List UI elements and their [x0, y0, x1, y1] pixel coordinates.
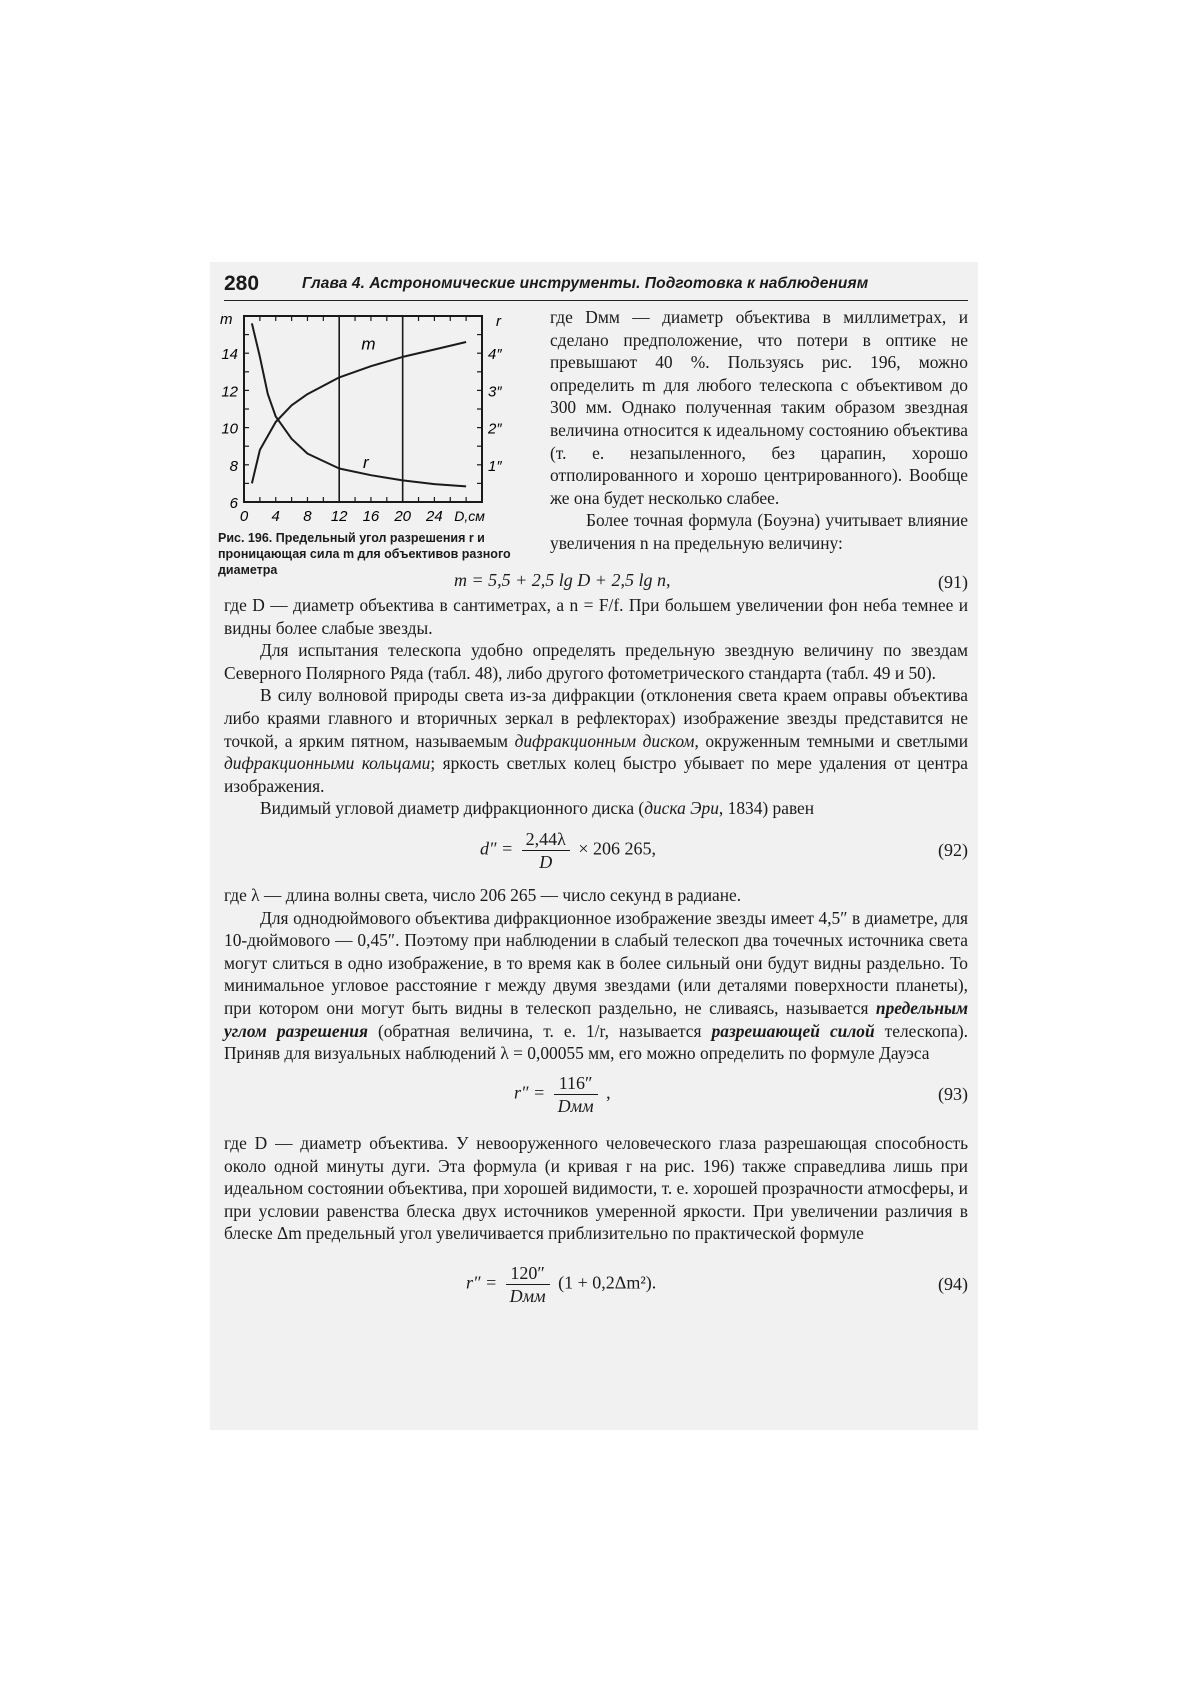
- x-tick-label: 24: [426, 508, 443, 525]
- y-tick-label: 12: [221, 383, 238, 401]
- formula-92: [224, 828, 968, 878]
- chart-svg: [212, 306, 528, 531]
- body-text-3: [224, 1132, 968, 1245]
- paragraph: [224, 797, 968, 820]
- paragraph: где D — диаметр объектива. У невооруженного человеческого глаза разрешающая способность около одной минуты дуги. Эта формула (и кривая r на рис. 196) также справедлива лишь при идеальном состоянии объектива, при хорошей видимости, т. е. хорошей прозрачности атмосферы, и при условии равенства блеска двух источников умеренной яркости. При увеличении различия в блеске Δm предельный угол увеличивается приблизительно по практической формуле: [224, 1133, 968, 1244]
- y-tick-label: 14: [221, 346, 238, 364]
- body-text-1: [224, 594, 968, 820]
- term: дифракционным диском: [514, 730, 695, 751]
- paragraph: где D — диаметр объектива в сантиметрах, а n = F/f. При большем увеличении фон неба темнее и видны более слабые звезды.: [224, 595, 968, 638]
- formula-93: [224, 1072, 968, 1122]
- formula-lhs: r″ =: [466, 1272, 498, 1293]
- formula-number: (93): [938, 1084, 968, 1104]
- right-axis-label: r: [496, 313, 501, 330]
- formula-number: (91): [938, 572, 968, 592]
- formula-body: m = 5,5 + 2,5 lg D + 2,5 lg n,: [454, 570, 671, 590]
- text-run: Видимый угловой диаметр дифракционного диска (: [260, 798, 645, 819]
- book-page: [210, 262, 978, 1430]
- running-title: Глава 4. Астрономические инструменты. Подготовка к наблюдениям: [302, 275, 869, 292]
- x-tick-label: 12: [330, 508, 348, 525]
- y-right-tick-label: 3″: [488, 383, 502, 401]
- x-tick-label: 20: [394, 508, 412, 525]
- y-tick-label: 6: [229, 495, 238, 512]
- term: разрешающей силой: [711, 1020, 875, 1041]
- text-run: , 1834) равен: [718, 798, 815, 819]
- denominator: Dмм: [557, 1096, 594, 1116]
- text-run: В силу волновой природы света из-за дифракции (отклонения света краем оправы объектива либо краями главного и вторичных зеркал в рефлекторах) изображение звезды представится не точкой, а ярким пятном, называемым: [224, 685, 968, 751]
- paragraph: Более точная формула (Боуэна) учитывает влияние увеличения n на предельную величину:: [550, 510, 968, 553]
- text-run: телескопа). Приняв для визуальных наблюдений λ = 0,00055 мм, его можно определить по формуле Дауэса: [224, 1020, 968, 1064]
- formula-number: (92): [938, 840, 968, 860]
- fraction: [522, 828, 570, 873]
- series-line-m: [252, 342, 466, 483]
- x-tick-label: 0: [239, 508, 249, 525]
- y-right-tick-label: 1″: [488, 457, 502, 475]
- text-run: , окруженным темными и светлыми: [694, 730, 969, 751]
- y-tick-label: 10: [221, 420, 238, 438]
- formula-lhs: d″ =: [480, 838, 514, 859]
- formula-94: [224, 1262, 968, 1312]
- x-tick-label: 4: [271, 508, 280, 525]
- paragraph: где Dмм — диаметр объектива в миллиметрах, и сделано предположение, что потери в оптике не превышают 40 %. Пользуясь рис. 196, можно определить m для любого телескопа с объективом до 300 мм. Однако полученная таким образом звездная величина относится к идеальному состоянию объектива (т. е. незапыленного, без царапин, хорошо отполированного и хорошо центрированного). Вообще же она будет несколько слабее.: [550, 307, 968, 508]
- paragraph: [224, 684, 968, 797]
- caption-text: Предельный угол разрешения r и проницающая сила m для объективов разного диаметра: [218, 531, 511, 577]
- term: диска Эри: [644, 798, 719, 819]
- y-right-tick-label: 4″: [488, 346, 502, 364]
- series-line-r: [252, 323, 466, 486]
- paragraph: [224, 907, 968, 1065]
- body-text-2: [224, 884, 968, 1065]
- curve-label-m: m: [361, 334, 376, 354]
- text-run: (обратная величина, т. е. 1/r, называется: [367, 1020, 712, 1041]
- y-tick-label: 8: [229, 457, 238, 475]
- term: предельным углом разрешения: [224, 997, 968, 1041]
- numerator: 120″: [506, 1262, 550, 1285]
- denominator: Dмм: [509, 1286, 546, 1306]
- x-axis-label: D,см: [454, 508, 485, 524]
- page-number: 280: [224, 272, 260, 295]
- formula-expression: [480, 828, 656, 873]
- formula-lhs: r″ =: [514, 1082, 546, 1103]
- formula-expression: [514, 1072, 611, 1117]
- x-tick-label: 16: [362, 508, 380, 525]
- text-run: Для однодюймового объектива дифракционное изображение звезды имеет 4,5″ в диаметре, для 10-дюймового — 0,45″. Поэтому при наблюдении в слабый телескоп два точечных источника света могут слиться в одно изображение, в то время как в более сильный они будут видны раздельно. То минимальное угловое расстояние r между двумя звездами (или деталями поверхности планеты), при котором они могут быть видны в телескоп раздельно, не сливаясь, называется: [224, 907, 968, 1018]
- curve-label-r: r: [363, 452, 369, 472]
- page-header: [224, 272, 968, 301]
- paragraph: Для испытания телескопа удобно определять предельную звездную величину по звездам Северного Полярного Ряда (табл. 48), либо другого фотометрического стандарта (табл. 49 и 50).: [224, 640, 968, 683]
- formula-expression: [466, 1262, 656, 1307]
- fraction: [506, 1262, 550, 1307]
- formula-number: (94): [938, 1274, 968, 1294]
- caption-lead: Рис. 196.: [218, 531, 273, 545]
- left-axis-label: m: [220, 311, 233, 328]
- figure-196: [212, 306, 528, 544]
- numerator: 116″: [554, 1072, 598, 1095]
- paragraph: где λ — длина волны света, число 206 265 — число секунд в радиане.: [224, 885, 742, 905]
- formula-rhs: ,: [606, 1082, 611, 1103]
- y-right-tick-label: 2″: [488, 420, 502, 438]
- text-run: ; яркость светлых колец быстро убывает по мере удаления от центра изображения.: [224, 753, 968, 796]
- term: дифракционными кольцами: [224, 753, 431, 774]
- formula-rhs: × 206 265,: [578, 838, 657, 859]
- x-tick-label: 8: [303, 508, 312, 525]
- fraction: [554, 1072, 598, 1117]
- right-column-text: [550, 306, 968, 555]
- denominator: D: [539, 852, 553, 872]
- numerator: 2,44λ: [522, 828, 570, 851]
- formula-rhs: (1 + 0,2Δm²).: [558, 1272, 657, 1293]
